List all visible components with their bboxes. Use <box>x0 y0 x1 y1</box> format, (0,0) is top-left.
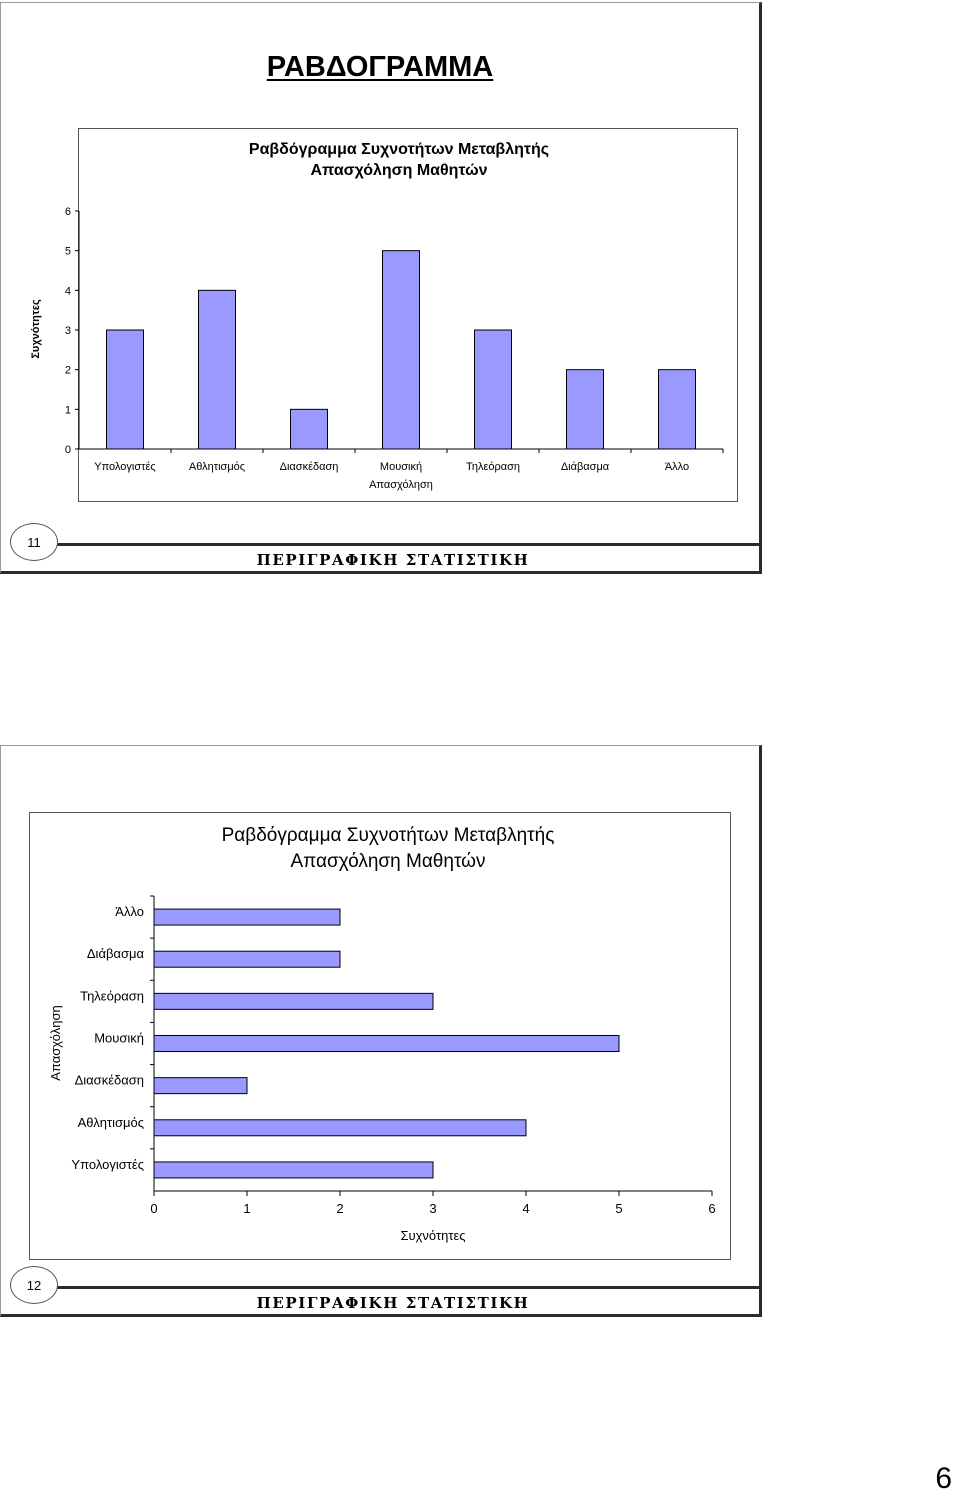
x-tick-label: 6 <box>708 1201 716 1216</box>
bar <box>154 909 340 925</box>
x-axis-title: Συχνότητες <box>400 1228 466 1243</box>
footer-title: ΠΕΡΙΓΡΑΦΙΚΗ ΣΤΑΤΙΣΤΙΚΗ <box>256 1294 530 1312</box>
bar <box>154 993 433 1009</box>
bar <box>154 951 340 967</box>
bar <box>291 409 328 449</box>
x-tick-label: Διασκέδαση <box>279 461 339 473</box>
y-tick-label: Τηλεόραση <box>80 988 144 1004</box>
y-tick-label: 3 <box>64 325 71 337</box>
x-tick-label: 5 <box>615 1201 623 1216</box>
bar <box>154 1120 526 1136</box>
y-tick-label: 4 <box>64 285 71 298</box>
bar <box>475 330 512 449</box>
x-tick-label: Αθλητισμός <box>188 461 246 473</box>
y-tick-label: 6 <box>64 206 71 218</box>
bar <box>154 1162 433 1178</box>
x-axis-title: Απασχόληση <box>369 479 433 491</box>
x-tick-label: Άλλο <box>664 461 690 473</box>
bar <box>659 370 696 449</box>
x-tick-label: 1 <box>243 1201 251 1216</box>
x-tick-label: 4 <box>522 1201 530 1216</box>
slide-11 <box>0 2 762 574</box>
y-tick-label: Διάβασμα <box>86 946 144 962</box>
x-tick-label: Διάβασμα <box>560 461 610 473</box>
y-tick-label: Αθλητισμός <box>77 1114 144 1130</box>
y-tick-label: Διασκέδαση <box>74 1072 144 1088</box>
chart-title-line: Ραβδόγραμμα Συχνοτήτων Μεταβλητής <box>221 825 555 846</box>
y-tick-label: 2 <box>64 364 71 377</box>
bar <box>107 330 144 449</box>
y-tick-label: Υπολογιστές <box>71 1156 144 1172</box>
slide-footer <box>27 543 759 571</box>
x-tick-label: 3 <box>429 1201 437 1216</box>
y-tick-label: Μουσική <box>94 1030 144 1046</box>
x-tick-label: Μουσική <box>379 461 423 473</box>
y-tick-label: 0 <box>64 444 71 456</box>
slide-footer <box>27 1286 759 1314</box>
page-number: 6 <box>935 1462 952 1495</box>
x-tick-label: Τηλεόραση <box>465 461 521 473</box>
y-axis-title: Απασχόληση <box>48 1005 63 1081</box>
y-tick-label: Άλλο <box>115 904 144 920</box>
chart-title-line: Απασχόληση Μαθητών <box>310 162 488 179</box>
slide-number: 12 <box>10 1266 58 1304</box>
y-tick-label: 1 <box>64 404 71 417</box>
bar <box>567 370 604 449</box>
bar <box>199 290 236 449</box>
chart-title-line: Απασχόληση Μαθητών <box>290 851 486 872</box>
x-tick-label: Υπολογιστές <box>94 461 156 473</box>
x-tick-label: 2 <box>336 1201 344 1216</box>
vertical-bar-chart <box>30 129 737 501</box>
bar <box>154 1078 247 1094</box>
horizontal-bar-chart <box>30 813 730 1259</box>
bar <box>383 251 420 449</box>
slide-number: 11 <box>10 523 58 561</box>
footer-title: ΠΕΡΙΓΡΑΦΙΚΗ ΣΤΑΤΙΣΤΙΚΗ <box>256 551 530 569</box>
y-axis-title: Συχνότητες <box>30 299 42 359</box>
vertical-bar-chart-frame <box>30 128 738 502</box>
y-tick-label: 5 <box>64 245 71 258</box>
bar <box>154 1036 619 1052</box>
x-tick-label: 0 <box>150 1201 158 1216</box>
horizontal-bar-chart-frame <box>29 812 731 1260</box>
chart-title-line: Ραβδόγραμμα Συχνοτήτων Μεταβλητής <box>248 141 550 158</box>
slide-heading: ΡΑΒΔΟΓΡΑΜΜΑ <box>266 51 494 83</box>
